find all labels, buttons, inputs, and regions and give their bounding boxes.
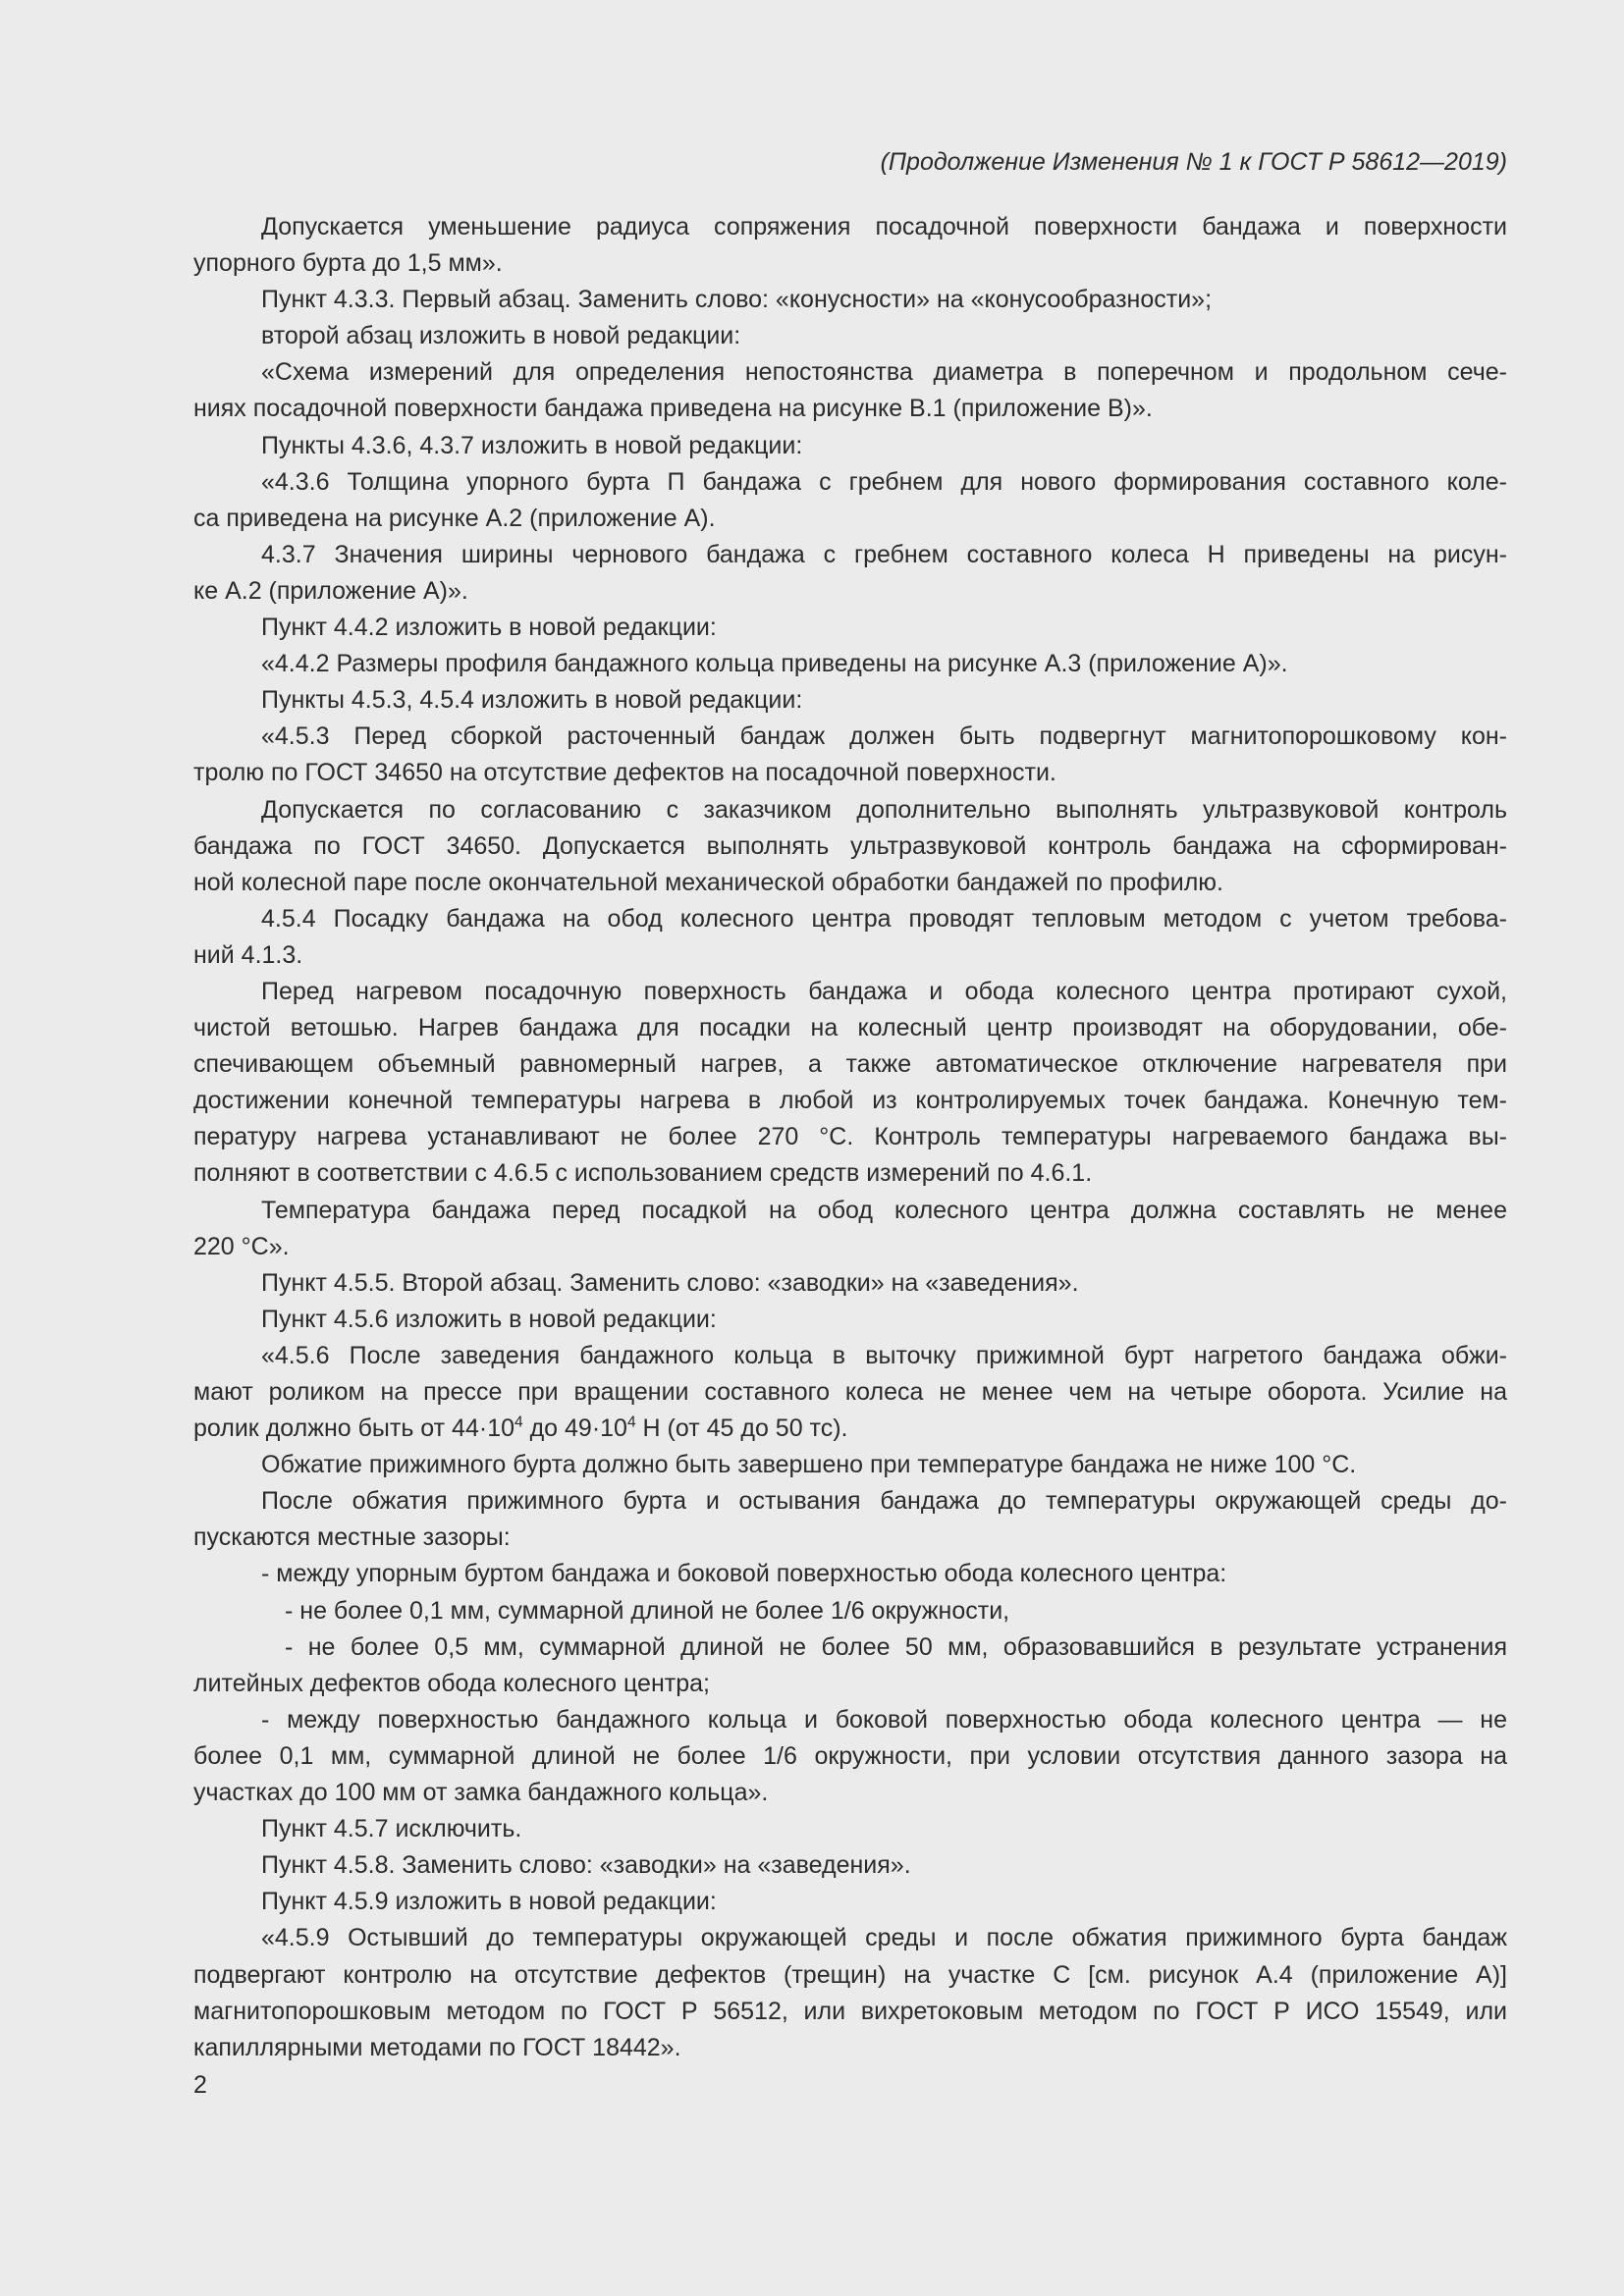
text-line: Пункт 4.5.9 изложить в новой редакции: [261, 1888, 717, 1916]
text-line [193, 1411, 1507, 1447]
text-line: Пункт 4.5.7 исключить. [261, 1815, 522, 1843]
paragraph [193, 974, 1507, 1193]
text-line: Пункт 4.4.2 изложить в новой редакции: [261, 614, 717, 642]
superscript: 4 [514, 1414, 523, 1431]
body-text [193, 209, 1507, 2066]
text-line: После обжатия прижимного бурта и остывания бандажа до температуры окружающей среды до- [261, 1487, 1507, 1516]
paragraph [193, 354, 1507, 427]
sub-list-item [193, 1629, 1507, 1702]
text-line: мают роликом на прессе при вращении составного колеса не менее чем на четыре оборота. Усилие на [193, 1378, 1507, 1406]
paragraph [193, 1483, 1507, 1556]
paragraph [193, 1447, 1507, 1483]
paragraph [193, 537, 1507, 610]
text-line: Допускается уменьшение радиуса сопряжения посадочной поверхности бандажа и поверхности [261, 213, 1507, 240]
text-line: 220 °С». [193, 1232, 290, 1260]
text-line: Пункты 4.5.3, 4.5.4 изложить в новой редакции: [261, 686, 803, 715]
text-line: ке А.2 (приложение А)». [193, 576, 468, 605]
text-line: Допускается по согласованию с заказчиком дополнительно выполнять ультразвуковой контроль [261, 795, 1507, 824]
paragraph [193, 282, 1507, 318]
paragraph [193, 792, 1507, 901]
text-line: участках до 100 мм от замка бандажного кольца». [193, 1779, 769, 1807]
paragraph [193, 682, 1507, 719]
paragraph [193, 1847, 1507, 1884]
paragraph [193, 1920, 1507, 2065]
text-line: подвергают контролю на отсутствие дефектов (трещин) на участке С [см. рисунок А.4 (приложение А)] [193, 1960, 1507, 1989]
sub-list-item [193, 1593, 1507, 1629]
text-line: «4.5.6 После заведения бандажного кольца в выточку прижимной бурт нагретого бандажа обжи- [261, 1341, 1507, 1369]
text-line: Пункт 4.3.3. Первый абзац. Заменить слово: «конусности» на «конусообразности»; [261, 286, 1213, 314]
running-header: (Продолжение Изменения № 1 к ГОСТ Р 58612—2019) [880, 148, 1507, 176]
text-line: «Схема измерений для определения непостоянства диаметра в поперечном и продольном сече- [261, 358, 1507, 387]
text-line: «4.3.6 Толщина упорного бурта П бандажа с гребнем для нового формирования составного коле- [261, 467, 1507, 496]
paragraph [193, 901, 1507, 974]
paragraph [193, 318, 1507, 354]
text-line: Температура бандажа перед посадкой на обод колесного центра должна составлять не менее [261, 1196, 1507, 1224]
paragraph [193, 1556, 1507, 1592]
paragraph [193, 646, 1507, 682]
text-line: Перед нагревом посадочную поверхность бандажа и обода колесного центра протирают сухой, [261, 977, 1507, 1005]
text-line: 4.5.4 Посадку бандажа на обод колесного центра проводят тепловым методом с учетом требова- [261, 904, 1507, 933]
paragraph [193, 428, 1507, 464]
text-line: 4.3.7 Значения ширины чернового бандажа с гребнем составного колеса Н приведены на рисун- [261, 540, 1507, 568]
text-line: Обжатие прижимного бурта должно быть завершено при температуре бандажа не ниже 100 °С. [261, 1451, 1357, 1479]
text-line: «4.5.3 Перед сборкой расточенный бандаж должен быть подвергнут магнитопорошковому кон- [261, 722, 1507, 751]
paragraph [193, 1193, 1507, 1265]
paragraph [193, 464, 1507, 537]
text-line: - не более 0,5 мм, суммарной длиной не более 50 мм, образовавшийся в результате устранения [285, 1632, 1507, 1661]
text-line: литейных дефектов обода колесного центра; [193, 1669, 710, 1697]
paragraph [193, 1811, 1507, 1847]
text-line: полняют в соответствии с 4.6.5 с использованием средств измерений по 4.6.1. [193, 1159, 1093, 1188]
text-line: «4.4.2 Размеры профиля бандажного кольца приведены на рисунке А.3 (приложение А)». [261, 650, 1288, 678]
text-line: второй абзац изложить в новой редакции: [261, 322, 741, 350]
text-segment: до 49·10 [522, 1415, 627, 1443]
text-line: ниях посадочной поверхности бандажа приведена на рисунке В.1 (приложение В)». [193, 395, 1153, 423]
text-line: Пункт 4.5.8. Заменить слово: «заводки» на «заведения». [261, 1851, 911, 1880]
text-line: Пункты 4.3.6, 4.3.7 изложить в новой редакции: [261, 431, 803, 459]
paragraph [193, 1702, 1507, 1811]
text-line: ной колесной паре после окончательной механической обработки бандажей по профилю. [193, 868, 1223, 896]
text-line: магнитопорошковым методом по ГОСТ Р 56512, или вихретоковым методом по ГОСТ Р ИСО 15549, или [193, 1997, 1507, 2025]
paragraph [193, 1884, 1507, 1920]
text-line: Пункт 4.5.5. Второй абзац. Заменить слово: «заводки» на «заведения». [261, 1268, 1079, 1297]
text-line: достижении конечной температуры нагрева в любой из контролируемых точек бандажа. Конечную тем- [193, 1087, 1507, 1115]
text-line: Пункт 4.5.6 изложить в новой редакции: [261, 1305, 717, 1333]
text-line: - между упорным буртом бандажа и боковой поверхностью обода колесного центра: [261, 1560, 1227, 1588]
paragraph [193, 610, 1507, 646]
paragraph [193, 1338, 1507, 1447]
page-number: 2 [193, 2071, 207, 2099]
text-segment: ролик должно быть от 44·10 [193, 1415, 515, 1443]
paragraph [193, 1265, 1507, 1302]
text-line: - не более 0,1 мм, суммарной длиной не более 1/6 окружности, [285, 1596, 1010, 1625]
text-line: - между поверхностью бандажного кольца и боковой поверхностью обода колесного центра — не [261, 1705, 1507, 1734]
text-line: капиллярными методами по ГОСТ 18442». [193, 2033, 681, 2061]
paragraph [193, 209, 1507, 282]
text-line: пускаются местные зазоры: [193, 1523, 511, 1552]
text-line: ний 4.1.3. [193, 940, 303, 969]
text-line: пературу нагрева устанавливают не более 270 °С. Контроль температуры нагреваемого бандажа вы- [193, 1123, 1507, 1151]
superscript: 4 [626, 1414, 636, 1431]
paragraph [193, 1302, 1507, 1338]
text-line: спечивающем объемный равномерный нагрев, а также автоматическое отключение нагревателя при [193, 1050, 1507, 1079]
paragraph [193, 719, 1507, 791]
text-line: более 0,1 мм, суммарной длиной не более 1/6 окружности, при условии отсутствия данного зазора на [193, 1741, 1507, 1770]
text-line: бандажа по ГОСТ 34650. Допускается выполнять ультразвуковой контроль бандажа на сформирован- [193, 831, 1507, 860]
text-line: са приведена на рисунке А.2 (приложение А). [193, 504, 716, 532]
text-line: тролю по ГОСТ 34650 на отсутствие дефектов на посадочной поверхности. [193, 759, 1056, 787]
text-line: чистой ветошью. Нагрев бандажа для посадки на колесный центр производят на оборудовании, обе- [193, 1014, 1507, 1042]
text-line: упорного бурта до 1,5 мм». [193, 249, 503, 278]
text-segment: Н (от 45 до 50 тс). [635, 1415, 848, 1443]
text-line: «4.5.9 Остывший до температуры окружающей среды и после обжатия прижимного бурта бандаж [261, 1924, 1507, 1952]
